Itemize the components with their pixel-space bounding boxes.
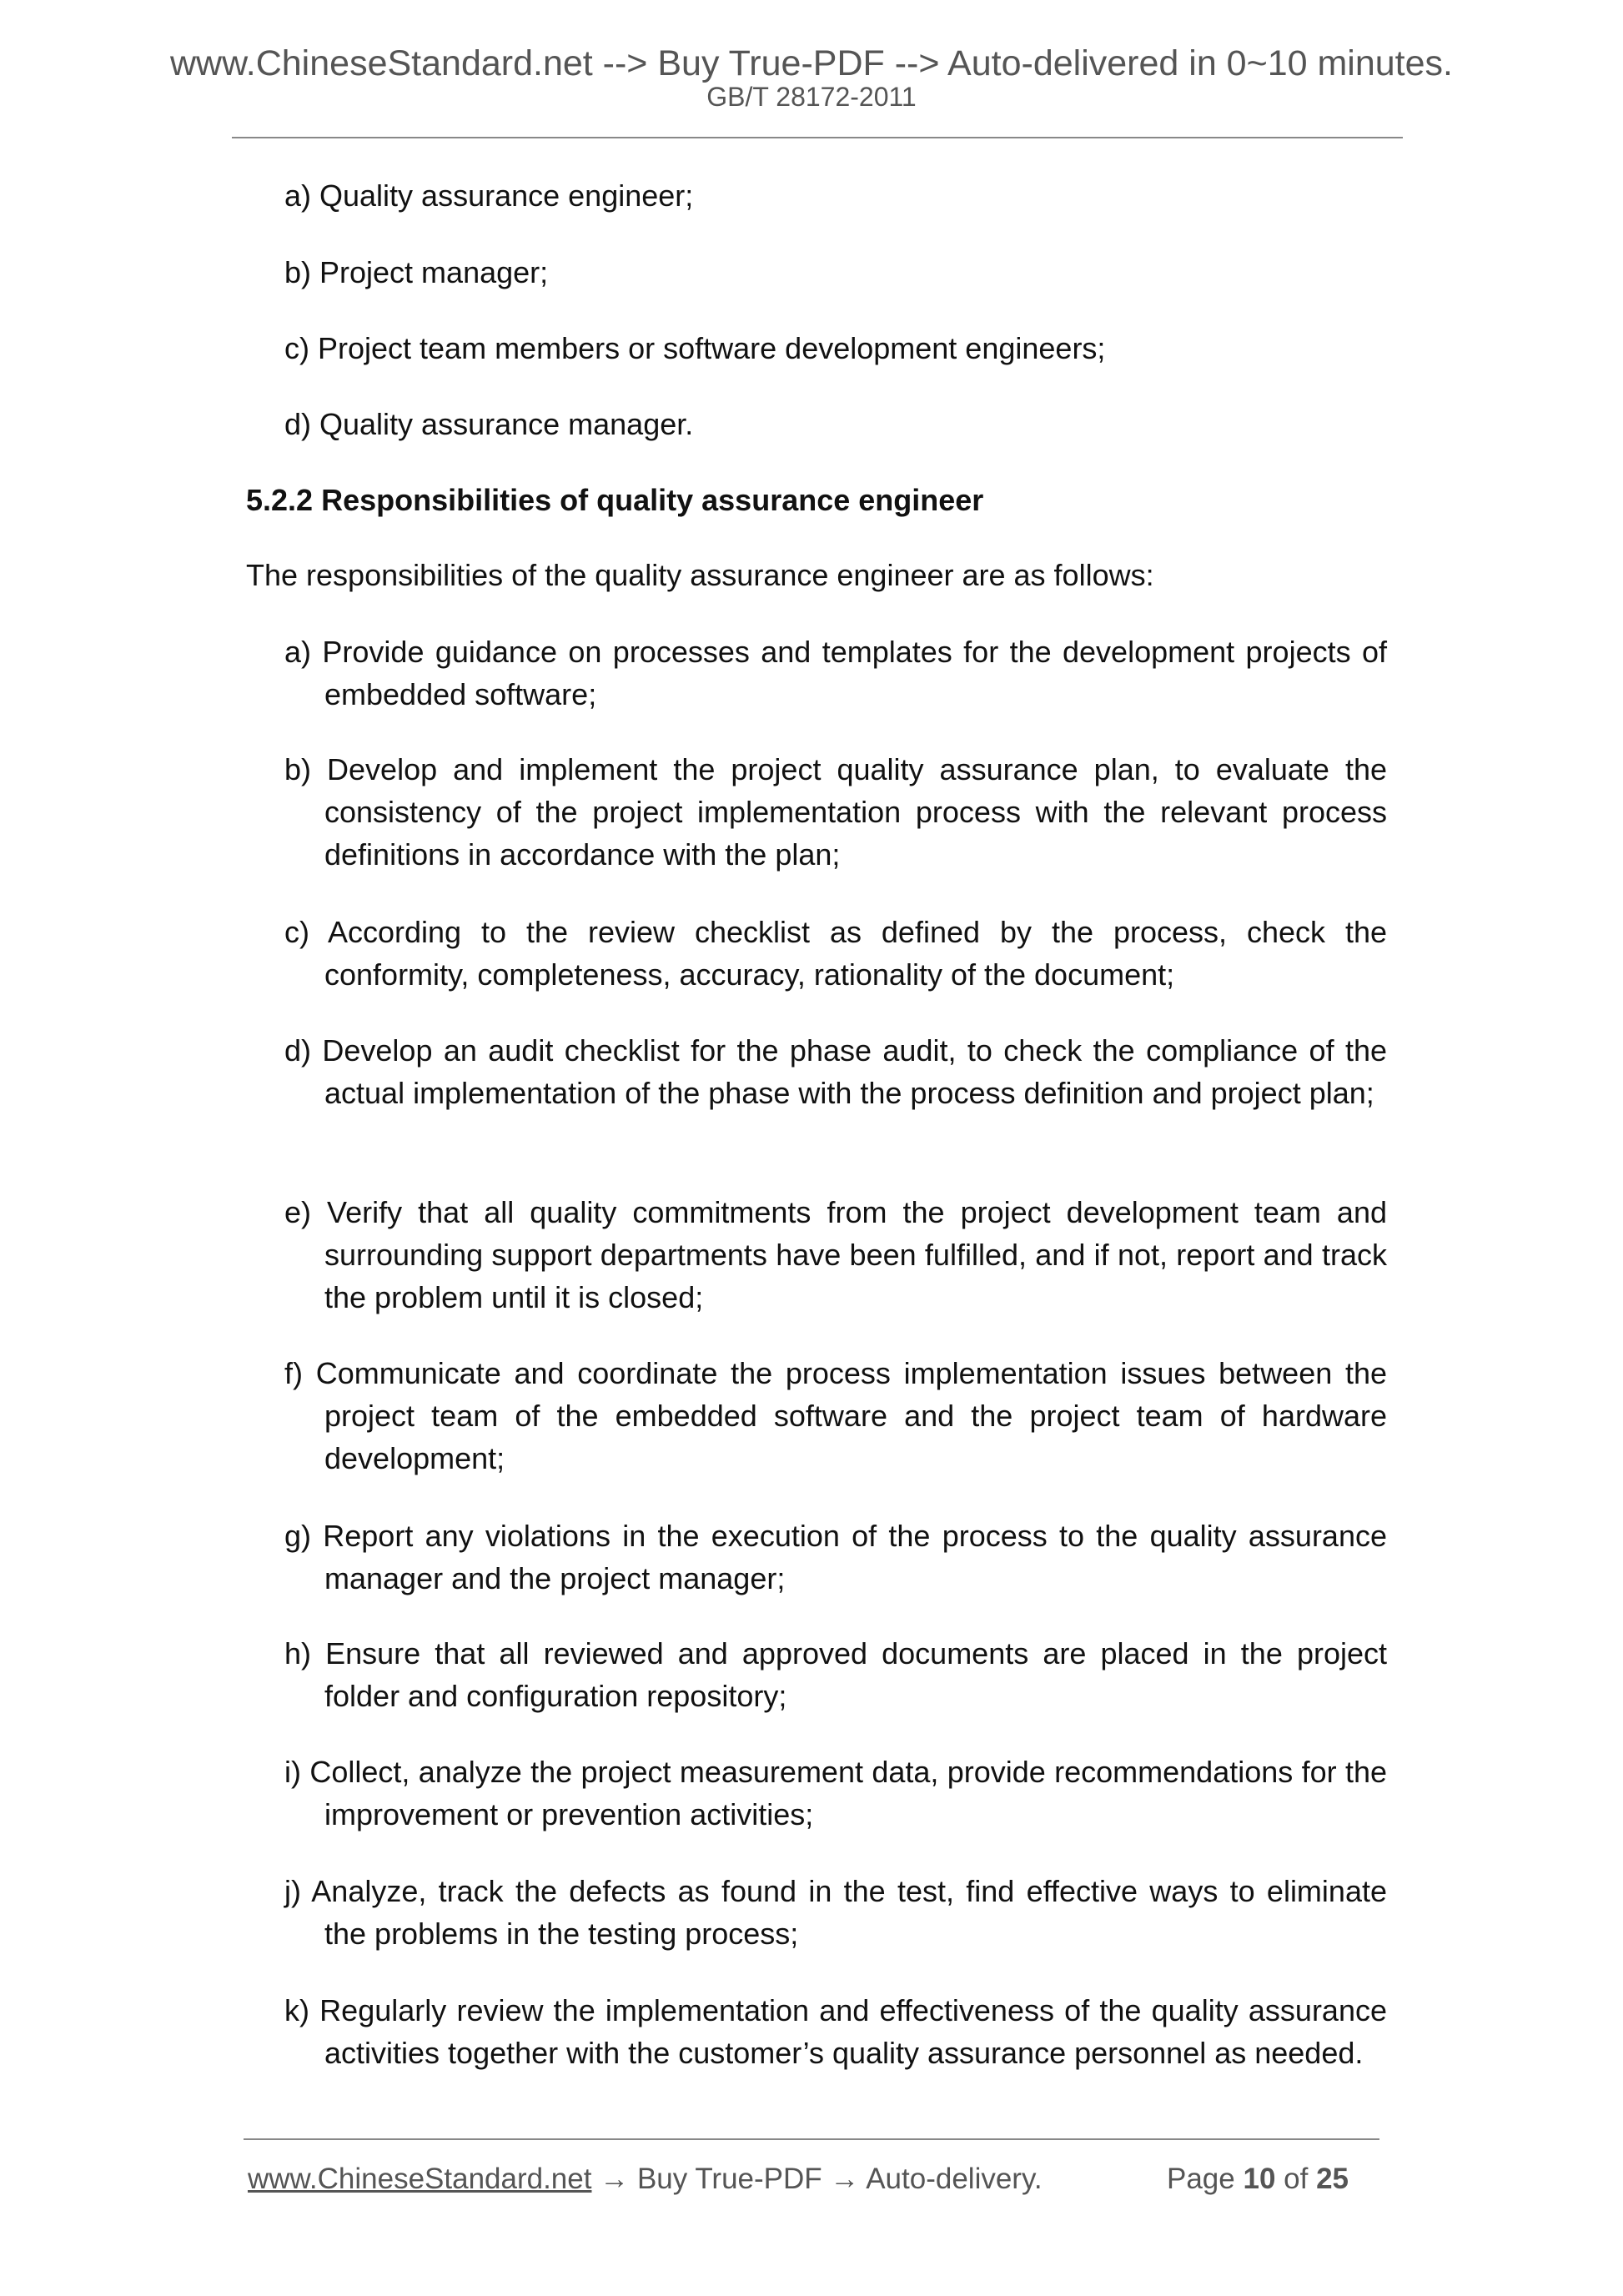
list-item: f) Communicate and coordinate the process implementation issues between the project team of the embedded software and the project team of hardware development; [284, 1356, 1387, 1475]
role-item: b) Project manager; [284, 255, 549, 289]
role-item: d) Quality assurance manager. [284, 407, 694, 441]
footer-promo [248, 2162, 1043, 2197]
footer-delivery: Auto-delivery. [866, 2163, 1043, 2195]
list-item: a) Provide guidance on processes and templates for the development projects of embedded software; [284, 635, 1387, 711]
list-item: b) Develop and implement the project quality assurance plan, to evaluate the consistency of the project implementation process with the relevant process definitions in accordance with the plan; [284, 752, 1387, 872]
list-item: e) Verify that all quality commitments from the project development team and surrounding support departments have been fulfilled, and if not, report and track the problem until it is closed; [284, 1195, 1387, 1314]
arrow-icon: → [600, 2163, 630, 2195]
current-page: 10 [1243, 2163, 1276, 2195]
page-label: Page [1167, 2163, 1235, 2195]
footer-buy: Buy True-PDF [636, 2163, 822, 2195]
footer-link[interactable]: www.ChineseStandard.net [248, 2163, 592, 2195]
header-divider [232, 137, 1403, 138]
arrow-icon: → [830, 2163, 860, 2195]
header-banner: www.ChineseStandard.net --> Buy True-PDF --> Auto-delivered in 0~10 minutes. [169, 43, 1453, 83]
list-item: d) Develop an audit checklist for the phase audit, to check the compliance of the actual implementation of the phase with the process definition and project plan; [284, 1033, 1387, 1110]
role-item: c) Project team members or software development engineers; [284, 331, 1106, 365]
total-pages: 25 [1316, 2163, 1349, 2195]
list-item: h) Ensure that all reviewed and approved documents are placed in the project folder and configuration repository; [284, 1636, 1387, 1713]
list-item: i) Collect, analyze the project measurement data, provide recommendations for the improvement or prevention activities; [284, 1755, 1387, 1831]
page-number [1167, 2162, 1349, 2197]
list-item: c) According to the review checklist as defined by the process, check the conformity, completeness, accuracy, rationality of the document; [284, 915, 1387, 992]
list-item: k) Regularly review the implementation and effectiveness of the quality assurance activities together with the customer’s quality assurance personnel as needed. [284, 1993, 1387, 2070]
section-intro: The responsibilities of the quality assurance engineer are as follows: [246, 558, 1154, 592]
list-item: g) Report any violations in the execution of the process to the quality assurance manager and the project manager; [284, 1519, 1387, 1595]
section-heading: 5.2.2 Responsibilities of quality assurance engineer [246, 483, 984, 517]
footer-divider [244, 2138, 1379, 2140]
of-label: of [1284, 2163, 1309, 2195]
list-item: j) Analyze, track the defects as found in the test, find effective ways to eliminate the problems in the testing process; [284, 1874, 1387, 1951]
standard-id: GB/T 28172-2011 [706, 82, 917, 112]
role-item: a) Quality assurance engineer; [284, 178, 694, 213]
